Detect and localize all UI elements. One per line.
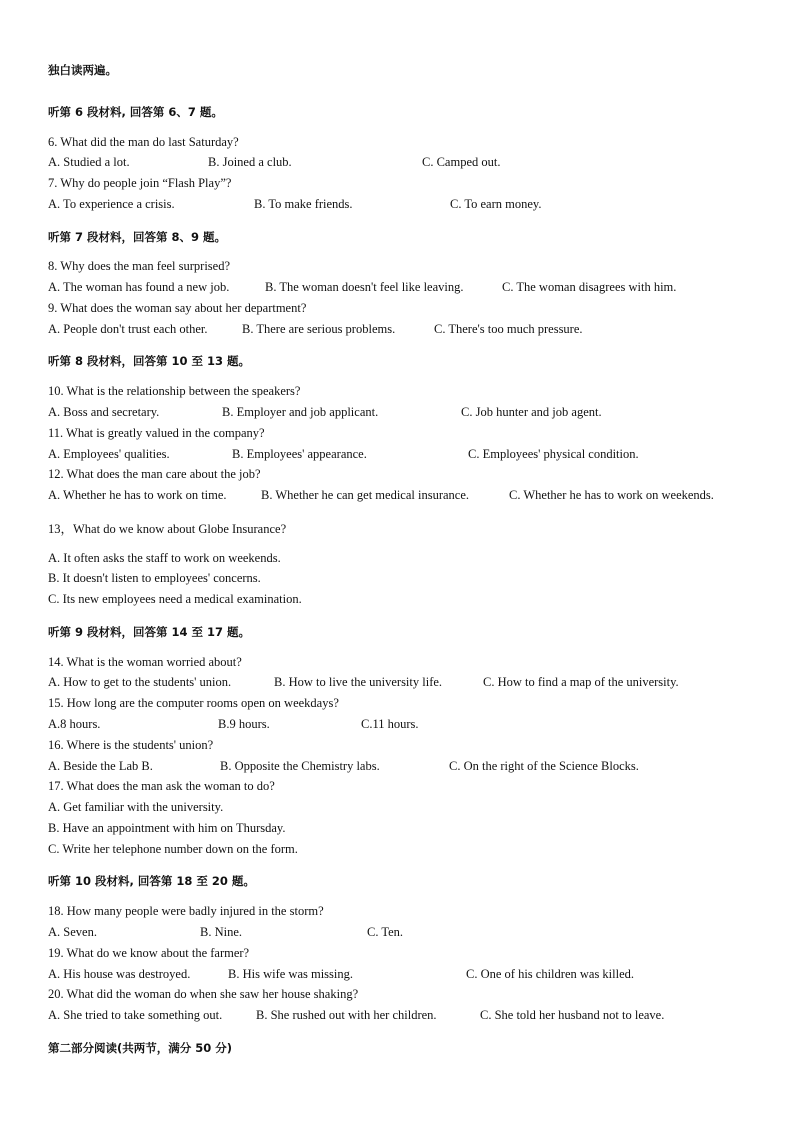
question-6: 6. What did the man do last Saturday? (48, 135, 239, 149)
option-b: B. The woman doesn't feel like leaving. (265, 280, 464, 294)
section-heading: 听第 6 段材料, 回答第 6、7 题。 (48, 105, 223, 119)
section-heading: 听第 8 段材料，回答第 10 至 13 题。 (48, 354, 251, 368)
option-c: C. The woman disagrees with him. (502, 280, 677, 294)
question-10: 10. What is the relationship between the speakers? (48, 384, 301, 398)
options-14 (48, 675, 768, 691)
option-b: B. Have an appointment with him on Thursday. (48, 821, 286, 835)
option-c: C. One of his children was killed. (466, 967, 635, 981)
option-b: B. There are serious problems. (242, 322, 396, 336)
option-b: B. Whether he can get medical insurance. (261, 488, 470, 502)
option-c: C. There's too much pressure. (434, 322, 583, 336)
options-15 (48, 717, 768, 733)
question-11: 11. What is greatly valued in the company? (48, 426, 265, 440)
options-20 (48, 1008, 768, 1024)
option-c: C. Whether he has to work on weekends. (509, 488, 714, 502)
option-a: A. People don't trust each other. (48, 322, 208, 336)
section-heading: 听第 10 段材料, 回答第 18 至 20 题。 (48, 874, 255, 888)
section-heading: 听第 9 段材料，回答第 14 至 17 题。 (48, 625, 251, 639)
option-a: A. Whether he has to work on time. (48, 488, 227, 502)
options-12 (48, 488, 768, 504)
option-b: B.9 hours. (218, 717, 270, 731)
question-20: 20. What did the woman do when she saw her house shaking? (48, 987, 359, 1001)
option-b: B. Opposite the Chemistry labs. (220, 759, 380, 773)
option-a: A. How to get to the students' union. (48, 675, 232, 689)
question-12: 12. What does the man care about the job? (48, 467, 261, 481)
option-b: B. His wife was missing. (228, 967, 353, 981)
option-c: C. Camped out. (422, 155, 501, 169)
option-c: C. How to find a map of the university. (483, 675, 679, 689)
option-b: B. Nine. (200, 925, 243, 939)
option-c: C. To earn money. (450, 197, 542, 211)
option-c: C. Ten. (367, 925, 404, 939)
option-b: B. She rushed out with her children. (256, 1008, 437, 1022)
question-16: 16. Where is the students' union? (48, 738, 214, 752)
option-a: A. Seven. (48, 925, 97, 939)
options-18 (48, 925, 768, 941)
option-a: A. Studied a lot. (48, 155, 130, 169)
option-b: B. Employer and job applicant. (222, 405, 379, 419)
option-a: A. Get familiar with the university. (48, 800, 224, 814)
question-18: 18. How many people were badly injured in the storm? (48, 904, 324, 918)
part-two-heading: 第二部分阅读(共两节，满分 50 分) (48, 1041, 233, 1055)
option-b: B. To make friends. (254, 197, 353, 211)
question-13: 13，What do we know about Globe Insurance? (48, 522, 287, 536)
option-b: B. It doesn't listen to employees' concerns. (48, 571, 261, 585)
option-c: C. On the right of the Science Blocks. (449, 759, 639, 773)
option-a: A. She tried to take something out. (48, 1008, 223, 1022)
options-6 (48, 155, 768, 171)
option-b: B. How to live the university life. (274, 675, 443, 689)
option-a: A. To experience a crisis. (48, 197, 175, 211)
intro-note: 独白读两遍。 (48, 63, 117, 77)
option-c: C. Job hunter and job agent. (461, 405, 602, 419)
option-a: A.8 hours. (48, 717, 101, 731)
options-8 (48, 280, 768, 296)
question-17: 17. What does the man ask the woman to do? (48, 779, 275, 793)
options-10 (48, 405, 768, 421)
option-c: C. She told her husband not to leave. (480, 1008, 665, 1022)
question-14: 14. What is the woman worried about? (48, 655, 242, 669)
option-b: B. Joined a club. (208, 155, 292, 169)
option-a: A. Employees' qualities. (48, 447, 170, 461)
question-8: 8. Why does the man feel surprised? (48, 259, 231, 273)
question-9: 9. What does the woman say about her department? (48, 301, 307, 315)
options-11 (48, 447, 768, 463)
question-19: 19. What do we know about the farmer? (48, 946, 250, 960)
option-c: C. Write her telephone number down on the form. (48, 842, 298, 856)
option-b: B. Employees' appearance. (232, 447, 367, 461)
options-7 (48, 197, 768, 213)
option-a: A. His house was destroyed. (48, 967, 191, 981)
option-a: A. The woman has found a new job. (48, 280, 230, 294)
section-heading: 听第 7 段材料，回答第 8、9 题。 (48, 230, 227, 244)
option-c: C. Its new employees need a medical examination. (48, 592, 302, 606)
option-c: C. Employees' physical condition. (468, 447, 639, 461)
options-16 (48, 759, 768, 775)
options-9 (48, 322, 768, 338)
option-c: C.11 hours. (361, 717, 419, 731)
question-7: 7. Why do people join “Flash Play”? (48, 176, 232, 190)
option-a: A. Boss and secretary. (48, 405, 160, 419)
question-15: 15. How long are the computer rooms open on weekdays? (48, 696, 339, 710)
option-a: A. Beside the Lab B. (48, 759, 153, 773)
options-19 (48, 967, 768, 983)
option-a: A. It often asks the staff to work on weekends. (48, 551, 281, 565)
